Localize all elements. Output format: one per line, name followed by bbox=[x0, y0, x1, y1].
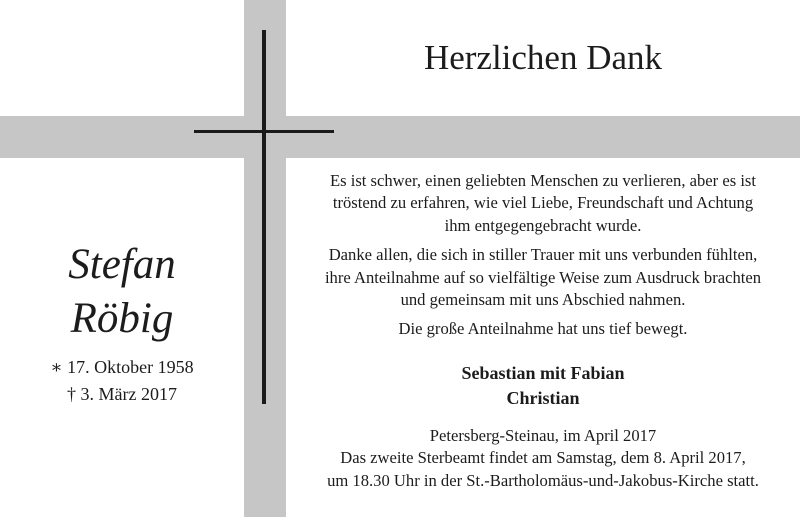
message-line: und gemeinsam mit uns Abschied nahmen. bbox=[400, 290, 686, 310]
message-line: Die große Anteilnahme hat uns tief bewegt. bbox=[398, 319, 688, 339]
footer-note bbox=[286, 425, 800, 492]
message-line: tröstend zu erfahren, wie viel Liebe, Freundschaft und Achtung bbox=[332, 193, 754, 213]
signature bbox=[286, 361, 800, 411]
message-paragraph-1 bbox=[286, 170, 800, 237]
message-line: ihre Anteilnahme auf so vielfältige Weise zum Ausdruck brachten bbox=[324, 267, 762, 287]
message-paragraph-3 bbox=[286, 318, 800, 340]
page-title: Herzlichen Dank bbox=[423, 38, 663, 77]
signature-line-2: Christian bbox=[506, 388, 580, 408]
message-paragraph-2 bbox=[286, 244, 800, 311]
signature-line-1: Sebastian mit Fabian bbox=[461, 363, 625, 383]
service-notice-line-1: Das zweite Sterbeamt findet am Samstag, dem 8. April 2017, bbox=[340, 448, 746, 468]
birth-date: ∗ 17. Oktober 1958 bbox=[50, 357, 194, 377]
cross-band-horizontal bbox=[0, 116, 800, 158]
deceased-last-name: Röbig bbox=[70, 295, 174, 342]
life-dates bbox=[0, 354, 244, 408]
cross-icon-vertical-bar bbox=[262, 30, 266, 404]
message-line: Es ist schwer, einen geliebten Menschen zu verlieren, aber es ist bbox=[329, 171, 756, 190]
message-line: Danke allen, die sich in stiller Trauer mit uns verbunden fühlten, bbox=[328, 245, 758, 265]
cross-icon-horizontal-bar bbox=[194, 130, 334, 133]
message-line: ihm entgegengebracht wurde. bbox=[444, 215, 642, 235]
deceased-first-name: Stefan bbox=[68, 241, 176, 288]
message-body bbox=[286, 170, 800, 348]
death-date: † 3. März 2017 bbox=[67, 384, 177, 404]
place-date: Petersberg-Steinau, im April 2017 bbox=[429, 426, 657, 445]
service-notice-line-2: um 18.30 Uhr in der St.-Bartholomäus-und-Jakobus-Kirche statt. bbox=[327, 470, 759, 490]
